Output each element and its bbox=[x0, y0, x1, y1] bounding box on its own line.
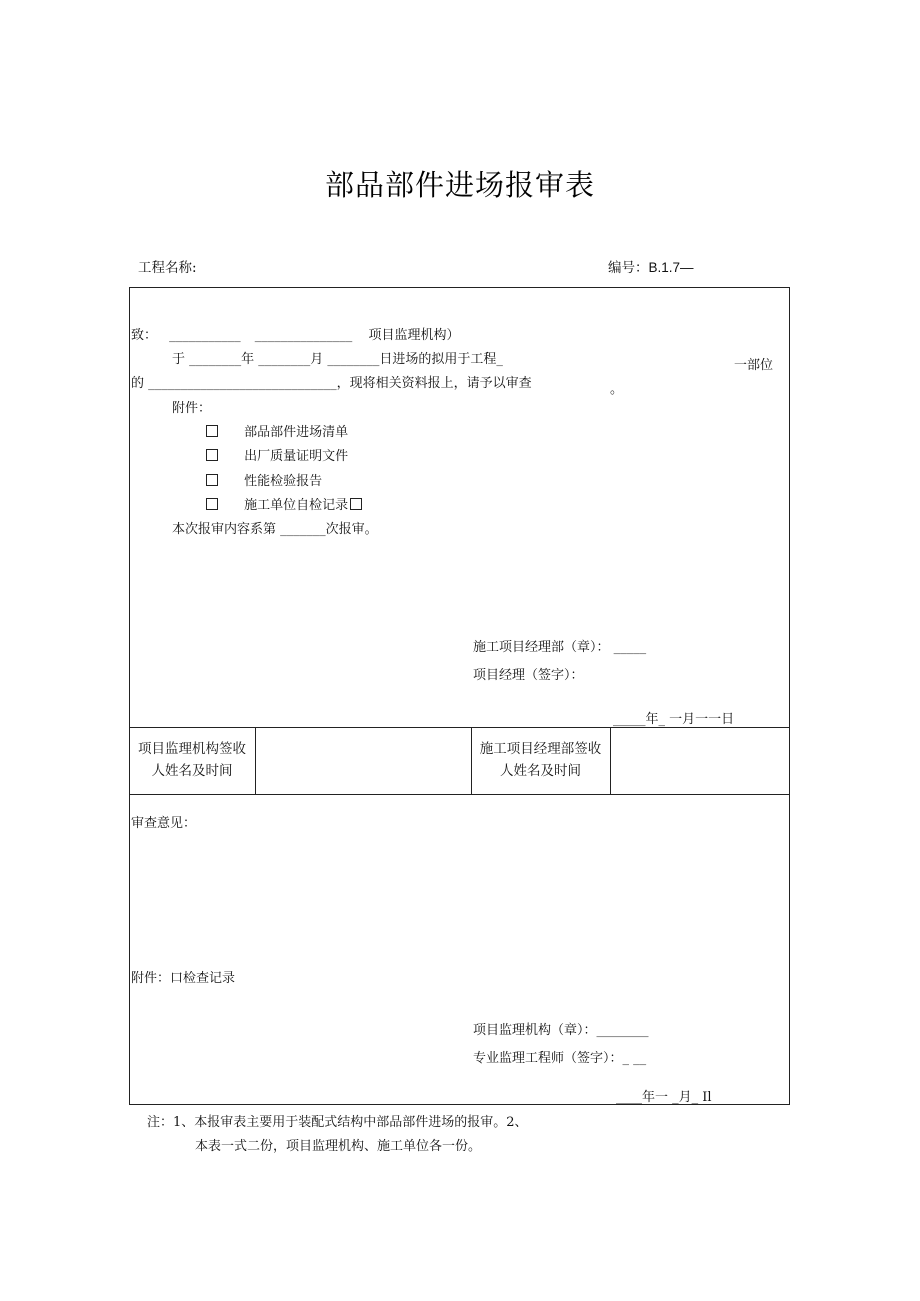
contractor-receiver-label-line1: 施工项目经理部签收 bbox=[479, 741, 602, 757]
attachment-label: 出厂质量证明文件 bbox=[244, 449, 349, 464]
supervision-engineer-signature: 专业监理工程师（签字）：_ __ bbox=[473, 1051, 647, 1066]
checkbox-icon[interactable] bbox=[206, 474, 218, 486]
supervision-org-suffix: 项目监理机构） bbox=[368, 328, 460, 343]
addressee-line bbox=[131, 324, 459, 343]
supervision-receiver-label-line2: 人姓名及时间 bbox=[151, 763, 233, 779]
checkbox-icon[interactable] bbox=[206, 425, 218, 437]
attachment-label: 性能检验报告 bbox=[244, 474, 323, 489]
section3-date: ____年一 _月_ Il bbox=[616, 1090, 712, 1105]
attachment-label: 部品部件进场清单 bbox=[244, 425, 349, 440]
project-name-label: 工程名称: bbox=[138, 260, 197, 276]
attachments-label: 附件： bbox=[172, 401, 212, 416]
attachment-item-certificate[interactable] bbox=[206, 445, 348, 464]
contractor-receiver-label-line2: 人姓名及时间 bbox=[500, 763, 581, 779]
divider-section1 bbox=[129, 727, 790, 728]
entry-date-line: 于 ________年 ________月 ________日进场的拟用于工程_ bbox=[172, 352, 503, 367]
contractor-dept-signature: 施工项目经理部（章）： _____ bbox=[473, 640, 647, 655]
to-blank-1[interactable]: ___________ bbox=[169, 328, 241, 343]
divider-col3 bbox=[610, 727, 611, 794]
note-line-1: 注：1、本报审表主要用于装配式结构中部品部件进场的报审。2、 bbox=[147, 1115, 528, 1130]
divider-section2 bbox=[129, 794, 790, 795]
form-number-label: 编号： bbox=[608, 260, 649, 276]
note-line-2: 本表一式二份，项目监理机构、施工单位各一份。 bbox=[195, 1139, 482, 1154]
attachment-item-list[interactable] bbox=[206, 421, 348, 440]
contractor-receiver-label bbox=[471, 738, 610, 782]
form-number-value: B.1.7— bbox=[648, 260, 694, 275]
checkbox-icon[interactable] bbox=[206, 498, 218, 510]
supervision-org-signature: 项目监理机构（章）：________ bbox=[473, 1023, 649, 1038]
project-manager-signature: 项目经理（签字）： bbox=[473, 668, 584, 683]
to-prefix: 致： bbox=[131, 328, 158, 343]
supervision-receiver-label-line1: 项目监理机构签收 bbox=[138, 741, 246, 757]
attachment-label: 施工单位自检记录 bbox=[244, 498, 349, 513]
checkbox-icon[interactable] bbox=[350, 498, 362, 510]
supervision-receiver-label bbox=[129, 738, 255, 782]
report-count-line: 本次报审内容系第 _______次报审。 bbox=[172, 522, 378, 537]
divider-col1 bbox=[255, 727, 256, 794]
checkbox-icon[interactable] bbox=[206, 449, 218, 461]
attachment-item-self-check[interactable] bbox=[206, 494, 362, 513]
review-opinion-label: 审查意见： bbox=[131, 816, 197, 831]
part-position-label: 一部位 bbox=[734, 358, 774, 373]
submission-line: 的 _____________________________，现将相关资料报上，请予以审查 bbox=[131, 376, 532, 391]
review-attachment-line: 附件：口检查记录 bbox=[131, 971, 236, 986]
section1-date: _____年_ 一月一一日 bbox=[613, 712, 735, 727]
form-number bbox=[608, 256, 694, 276]
submission-line-end: 。 bbox=[610, 382, 624, 397]
page-title: 部品部件进场报审表 bbox=[324, 168, 595, 202]
to-blank-2[interactable]: _______________ bbox=[254, 328, 353, 343]
attachment-item-test-report[interactable] bbox=[206, 470, 322, 489]
